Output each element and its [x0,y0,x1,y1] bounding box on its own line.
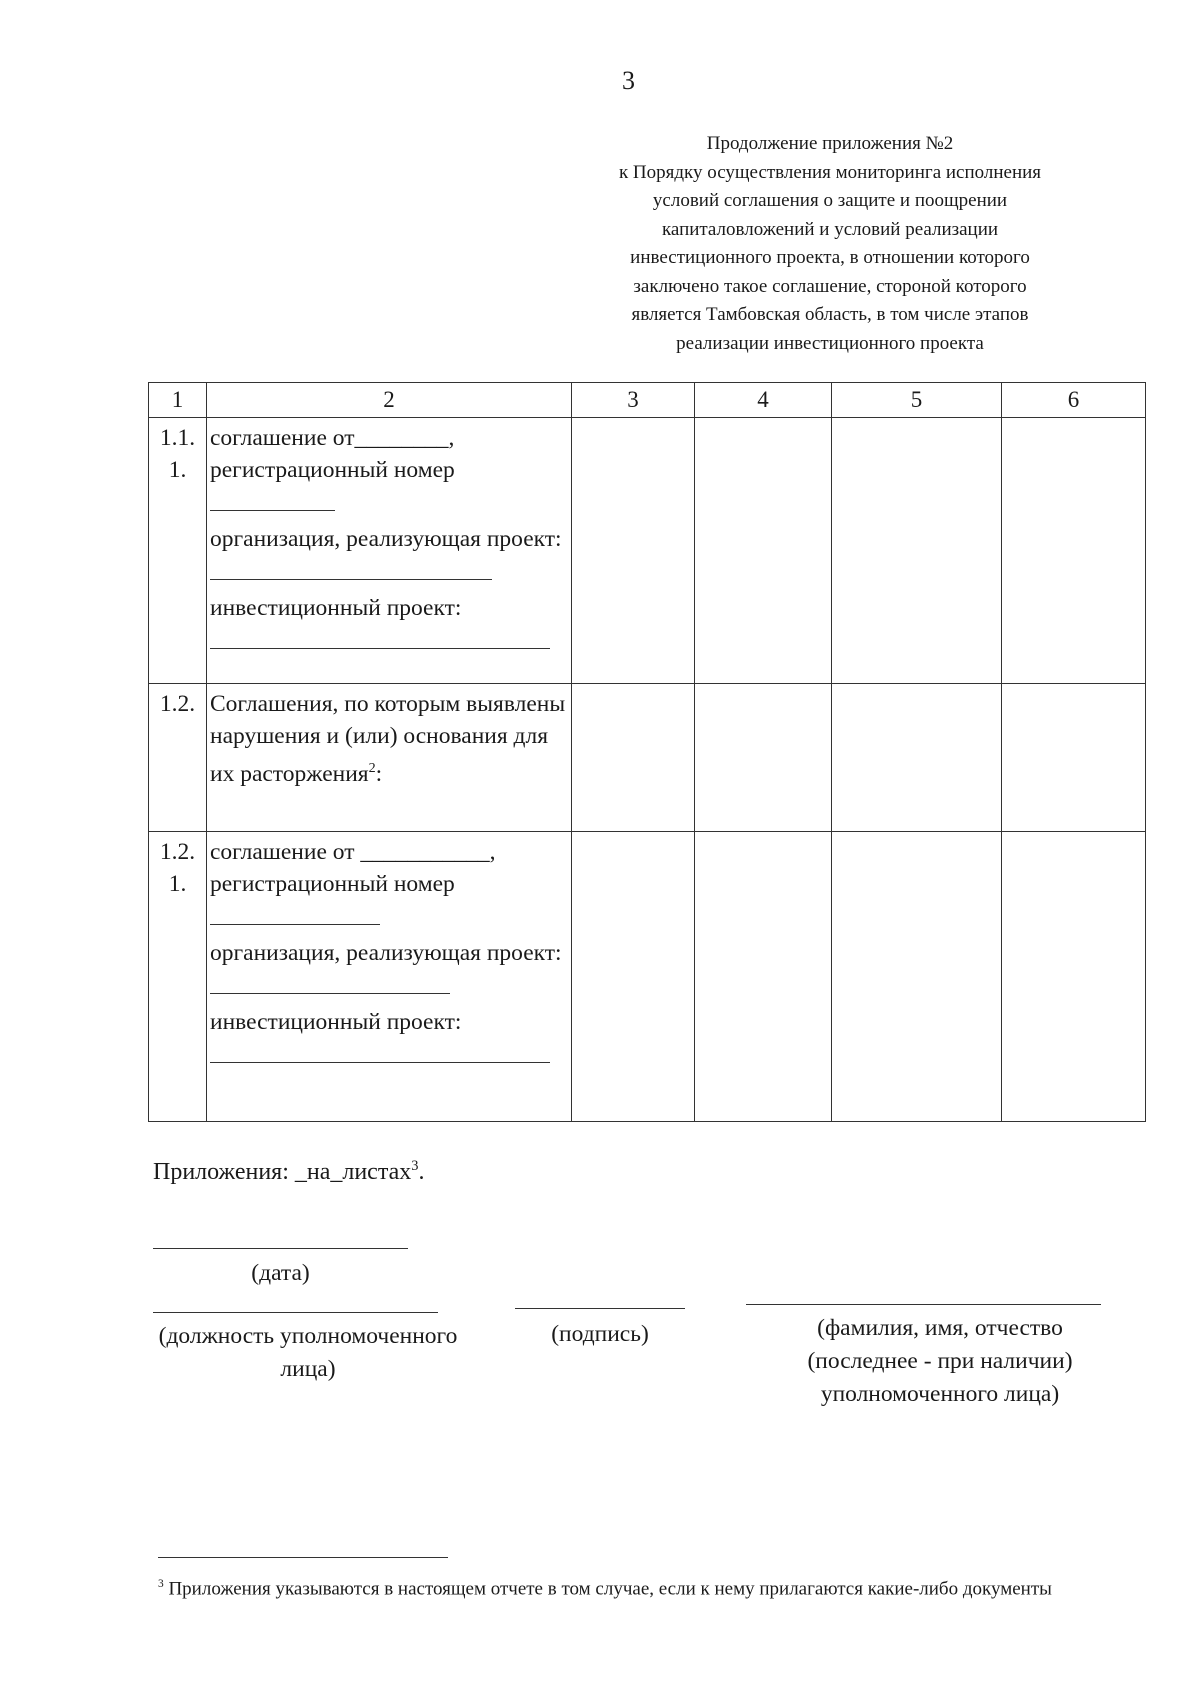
header-line: инвестиционного проекта, в отношении которого [630,247,1030,268]
violations-colon: : [375,760,383,787]
footnote-number: 3 [158,1578,164,1590]
position-line [153,1312,438,1313]
row-number: 1.1. 1. [149,418,207,684]
footnote-mark: 2 [368,760,376,776]
table-header-row [149,383,1146,418]
organization-blank [210,557,492,580]
project-label: инвестиционный проект: [210,595,462,621]
agreement-date-line: соглашение от ___________, [210,839,496,865]
row-number: 1.2. 1. [149,832,207,1122]
row-number: 1.2. [149,684,207,832]
column-header: 4 [695,383,832,418]
table-cell [572,832,695,1122]
registration-number-blank [210,488,335,511]
signature-caption: (подпись) [551,1321,649,1347]
header-line: к Порядку осуществления мониторинга исполнения [618,161,1042,183]
column-header: 1 [149,383,207,418]
footnote-text: Приложения указываются в настоящем отчете в том случае, если к нему прилагаются какие-либо документы [163,1578,1052,1600]
agreement-date-line: соглашение от________, [210,425,455,451]
name-line [746,1304,1101,1305]
table-cell [832,832,1002,1122]
position-caption: (должность уполномоченного лица) [158,1323,458,1382]
page-number: 3 [622,66,635,95]
date-line [153,1248,408,1249]
signature-line [515,1308,685,1309]
table-row [149,418,1146,684]
organization-blank [210,971,450,994]
date-caption: (дата) [251,1260,310,1286]
report-table [148,382,1146,1122]
table-cell [695,684,832,832]
violations-cell [207,684,572,832]
attachments-period: . [418,1159,425,1185]
header-line: заключено такое соглашение, стороной которого [633,275,1027,297]
attachments-text: Приложения: _на_листах [153,1159,412,1185]
table-cell [1002,832,1146,1122]
attachments-line [153,1158,424,1186]
footnote [158,1570,1118,1603]
column-header: 6 [1002,383,1146,418]
project-label: инвестиционный проект: [210,1009,462,1035]
column-header: 3 [572,383,695,418]
table-cell [572,684,695,832]
header-line: условий соглашения о защите и поощрении [652,190,1008,211]
header-line: является Тамбовская область, в том числе этапов [631,304,1029,325]
table-row [149,684,1146,832]
organization-label: организация, реализующая проект: [210,526,562,552]
header-line: капиталовложений и условий реализации [661,218,999,240]
table-cell [695,832,832,1122]
table-row [149,832,1146,1122]
violations-text: Соглашения, по которым выявлены нарушения и (или) основания для их расторжения [210,691,566,787]
column-header: 5 [832,383,1002,418]
agreement-cell [207,418,572,684]
registration-number-label: регистрационный номер [210,457,455,483]
appendix-header [540,130,1120,358]
name-caption: (фамилия, имя, отчество (последнее - при наличии) уполномоченного лица) [807,1315,1073,1407]
table-cell [1002,418,1146,684]
footnote-rule [158,1557,448,1558]
organization-label: организация, реализующая проект: [210,940,562,966]
registration-number-label: регистрационный номер [210,871,455,897]
header-line: Продолжение приложения №2 [706,133,954,154]
project-blank [210,626,550,649]
table-cell [832,684,1002,832]
table-cell [1002,684,1146,832]
agreement-cell [207,832,572,1122]
table-cell [832,418,1002,684]
registration-number-blank [210,902,380,925]
table-cell [572,418,695,684]
column-header: 2 [207,383,572,418]
footnote-mark: 3 [411,1158,419,1174]
project-blank [210,1040,550,1063]
table-cell [695,418,832,684]
header-line: реализации инвестиционного проекта [676,332,984,354]
